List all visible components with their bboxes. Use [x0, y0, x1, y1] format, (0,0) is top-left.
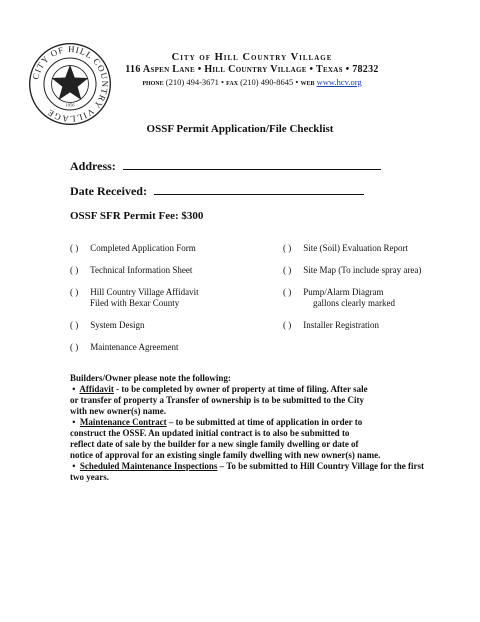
bullet: •: [72, 417, 76, 427]
checklist-item-label: Maintenance Agreement: [90, 342, 179, 352]
checklist-item[interactable]: [283, 320, 379, 331]
checklist-item[interactable]: [70, 243, 196, 254]
note-text: - to be completed by owner of property at time of filing. After sale: [113, 384, 368, 394]
checkbox[interactable]: ( ): [70, 243, 79, 253]
inspections-term: Scheduled Maintenance Inspections: [79, 461, 218, 471]
checklist-item-label: Site (Soil) Evaluation Report: [303, 243, 408, 253]
checklist-item-label: Hill Country Village Affidavit: [90, 287, 199, 297]
page-title: OSSF Permit Application/File Checklist: [146, 123, 334, 135]
note-maintenance: [70, 417, 450, 428]
phone-number: (210) 494-3671: [165, 77, 219, 87]
date-received-label: Date Received:: [70, 184, 147, 198]
web-label: web: [300, 77, 315, 87]
star-icon: [52, 65, 89, 103]
affidavit-term: Affidavit: [79, 384, 114, 394]
checkbox[interactable]: ( ): [70, 287, 79, 297]
fax-number: (210) 490-8645: [240, 77, 294, 87]
checklist-item[interactable]: [283, 287, 395, 309]
separator-bullet: •: [221, 77, 225, 87]
note-text: notice of approval for an existing single family dwelling with new owner(s) name.: [70, 450, 381, 460]
date-received-blank-line[interactable]: [154, 183, 364, 195]
checklist-item[interactable]: [283, 265, 421, 276]
note-text: two years.: [70, 472, 109, 482]
phone-label: phone: [142, 77, 164, 87]
notes-heading: Builders/Owner please note the following:: [70, 373, 231, 383]
checklist-item[interactable]: [70, 342, 178, 353]
bullet: •: [72, 461, 76, 471]
checklist-item[interactable]: [70, 287, 199, 309]
date-received-field: [70, 183, 364, 199]
note-text: or transfer of property a Transfer of ownership is to be submitted to the City: [70, 395, 364, 405]
checklist-item-label: Technical Information Sheet: [90, 265, 193, 275]
checklist-item[interactable]: [70, 320, 145, 331]
checklist-item-label: System Design: [90, 320, 145, 330]
bullet: •: [72, 384, 76, 394]
city-address: 116 Aspen Lane • Hill Country Village • Texas • 78232: [125, 64, 379, 75]
note-text: – To be submitted to Hill Country Village for the first: [217, 461, 425, 471]
note-text: – to be submitted at time of application in order to: [166, 417, 363, 427]
permit-fee: OSSF SFR Permit Fee: $300: [70, 210, 204, 222]
checkbox[interactable]: ( ): [283, 320, 292, 330]
checklist-item-sublabel: Filed with Bexar County: [90, 298, 180, 308]
checklist-item-sublabel: gallons clearly marked: [313, 298, 395, 308]
address-field: [70, 158, 381, 174]
svg-text:CITY OF HILL COUNTRY VILLAGE: CITY OF HILL COUNTRY VILLAGE: [30, 43, 110, 125]
website-link[interactable]: www.hcv.org: [316, 77, 362, 87]
checklist-item-label: Site Map (To include spray area): [303, 265, 422, 275]
checklist-item[interactable]: [70, 265, 192, 276]
builder-notes: [70, 373, 450, 483]
fax-label: fax: [226, 77, 239, 87]
svg-text:1956: 1956: [65, 102, 75, 108]
city-seal-logo: [28, 42, 112, 126]
maintenance-term: Maintenance Contract: [79, 417, 167, 427]
city-name: City of Hill Country Village: [171, 52, 333, 63]
note-text: with new owner(s) name.: [70, 406, 166, 416]
checklist-item[interactable]: [283, 243, 408, 254]
checkbox[interactable]: ( ): [283, 287, 292, 297]
checklist-item-label: Installer Registration: [303, 320, 379, 330]
checkbox[interactable]: ( ): [70, 265, 79, 275]
checklist-item-label: Completed Application Form: [90, 243, 196, 253]
note-text: reflect date of sale by the builder for a new single family dwelling or date of: [70, 439, 359, 449]
checklist-item-label: Pump/Alarm Diagram: [303, 287, 384, 297]
contact-line: [116, 76, 388, 88]
separator-bullet: •: [295, 77, 299, 87]
checkbox[interactable]: ( ): [70, 342, 79, 352]
note-affidavit: [70, 384, 450, 395]
checkbox[interactable]: ( ): [283, 265, 292, 275]
address-label: Address:: [70, 159, 116, 173]
note-inspections: [70, 461, 450, 472]
letterhead: [116, 52, 388, 88]
checkbox[interactable]: ( ): [283, 243, 292, 253]
note-text: construct the OSSF. An updated initial contract is to also be submitted to: [70, 428, 350, 438]
address-blank-line[interactable]: [123, 158, 381, 170]
checkbox[interactable]: ( ): [70, 320, 79, 330]
